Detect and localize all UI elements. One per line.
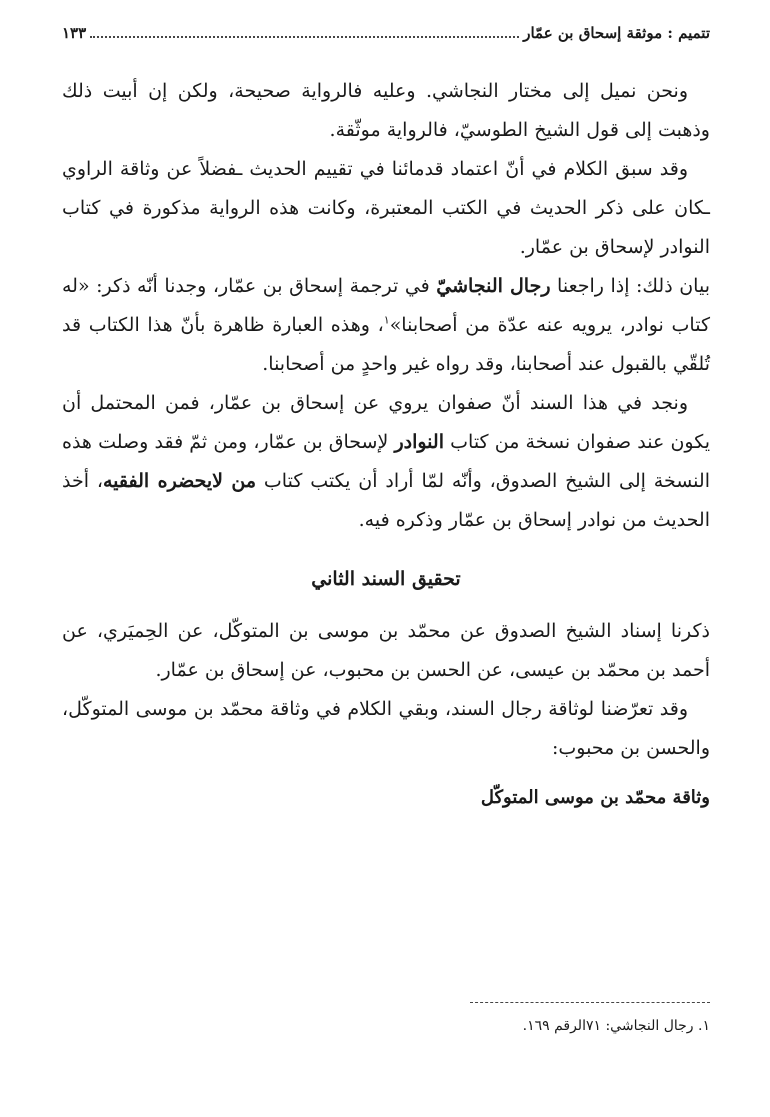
book-title-nawadir: النوادر	[394, 431, 444, 453]
body-text	[62, 72, 710, 817]
paragraph-3	[62, 267, 710, 384]
paragraph-6: وقد تعرّضنا لوثاقة رجال السند، وبقي الكلام في وثاقة محمّد بن موسى المتوكّل، والحسن بن محبوب:	[62, 698, 710, 759]
paragraph-4-part-c: لإسحاق بن عمّار، ومن ثمّ فقد وصلت هذه النسخة إلى الشيخ الصدوق، وأنّه لمّا أراد أن يكتب كتاب	[62, 431, 710, 492]
footnote-divider	[470, 1002, 710, 1003]
paragraph-2: وقد سبق الكلام في أنّ اعتماد قدمائنا في تقييم الحديث ـفضلاً عن وثاقة الراوي ـكان على ذكر الحديث في الكتب المعتبرة، وكانت هذه الرواية مذكورة في كتاب النوادر لإسحاق بن عمّار.	[62, 158, 710, 258]
paragraph-4-part-e: ، أخذ الحديث من نوادر إسحاق بن عمّار وذكره فيه.	[62, 470, 710, 531]
header-title: تتميم : موثقة إسحاق بن عمّار	[523, 24, 710, 42]
page-number: ١٣٣	[62, 24, 87, 42]
paragraph-3-part-d: ، وهذه العبارة ظاهرة بأنّ هذا الكتاب قد تُلقّي بالقبول عند أصحابنا، وقد رواه غير واحدٍ من أصحابنا.	[62, 314, 710, 375]
paragraph-3-part-a: بيان ذلك: إذا راجعنا	[550, 275, 710, 297]
footnote: ١. رجال النجاشي: ٧١الرقم ١٦٩.	[522, 1018, 710, 1034]
paragraph-3-part-c: في ترجمة إسحاق بن عمّار، وجدنا أنّه ذكر: «له كتاب نوادر، يرويه عنه عدّة من أصحابنا»	[62, 275, 710, 336]
header-leader-dots	[90, 24, 519, 38]
paragraph-1: ونحن نميل إلى مختار النجاشي. وعليه فالرواية صحيحة، ولكن إن أبيت ذلك وذهبت إلى قول الشيخ الطوسيّ، فالرواية موثّقة.	[62, 80, 710, 141]
paragraph-4-part-a: ونجد في هذا السند أنّ صفوان يروي عن إسحاق بن عمّار، فمن المحتمل أن يكون عند صفوان نسخة من كتاب	[62, 392, 711, 453]
subheading: وثاقة محمّد بن موسى المتوكّل	[480, 787, 710, 808]
document-page	[62, 24, 710, 1084]
book-title-rijal-najashi: رجال النجاشيّ	[436, 275, 551, 297]
book-title-faqih: من لايحضره الفقيه	[103, 470, 257, 492]
paragraph-4	[62, 384, 710, 540]
footnote-marker: ١	[383, 313, 390, 327]
section-title: تحقيق السند الثاني	[311, 568, 461, 590]
running-head	[62, 24, 710, 50]
paragraph-5: ذكرنا إسناد الشيخ الصدوق عن محمّد بن موسى بن المتوكّل، عن الحِميَري، عن أحمد بن محمّد بن عيسى، عن الحسن بن محبوب، عن إسحاق بن عمّار.	[62, 620, 710, 681]
